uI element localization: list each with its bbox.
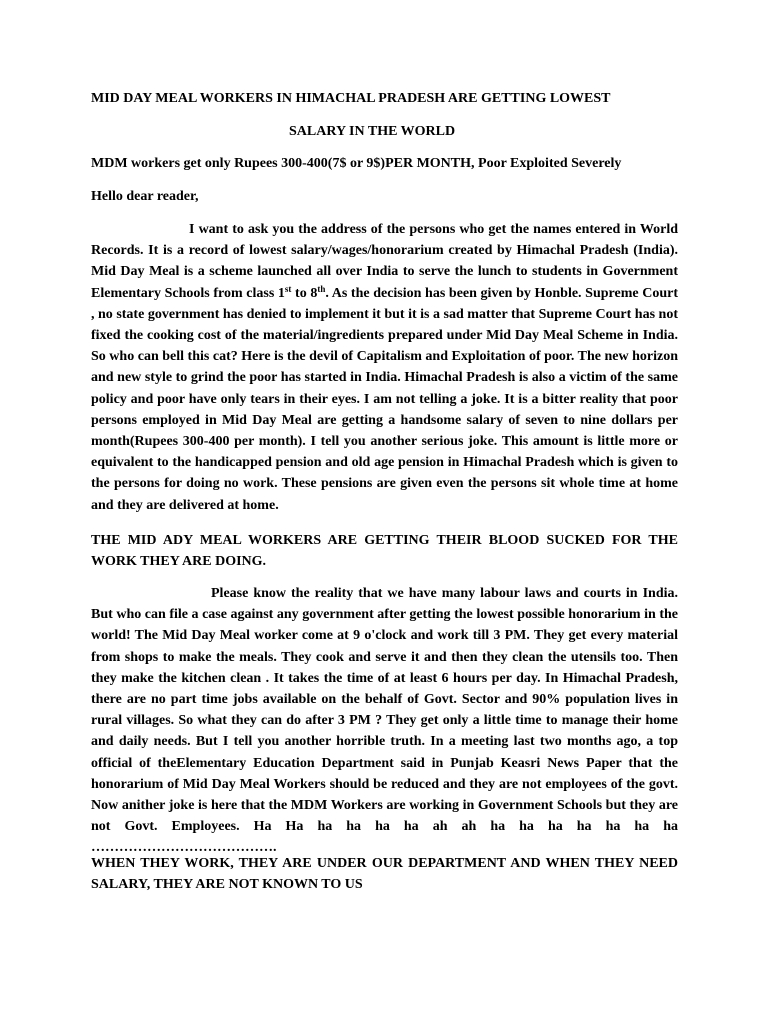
section-heading-blood-sucked: THE MID ADY MEAL WORKERS ARE GETTING THEIR BLOOD SUCKED FOR THE WORK THEY ARE DOING.	[91, 533, 678, 570]
paragraph-2: Please know the reality that we have many labour laws and courts in India. But who can file a case against any government after getting the lowest possible honorarium in the world! The Mid Day Meal worker come at 9 o'clock and work till 3 PM. They get every material from shops to make the meals. They cook and serve it and then they clean the utensils too. Then they make the kitchen clean . It takes the time of at least 6 hours per day. In Himachal Pradesh, there are no part time jobs available on the behalf of Govt. Sector and 90% population lives in rural villages. So what they can do after 3 PM ? They get only a little time to manage their home and daily needs. But I tell you another horrible truth. In a meeting last two months ago, a top official of theElementary Education Department said in Punjab Keasri News Paper that the honorarium of Mid Day Meal Workers should be reduced and they are not employees of the govt. Now anither joke is here that the MDM Workers are working in Government Schools but they are not Govt. Employees. Ha Ha ha ha ha ha ah ah ha ha ha ha ha ha ha ………………………………….	[91, 586, 678, 856]
section-heading-department: WHEN THEY WORK, THEY ARE UNDER OUR DEPARTMENT AND WHEN THEY NEED SALARY, THEY ARE NOT KNOWN TO US	[91, 856, 678, 893]
document-subtitle: MDM workers get only Rupees 300-400(7$ or 9$)PER MONTH, Poor Exploited Severely	[91, 156, 622, 171]
paragraph-1-part-a: I want to ask you the address of the persons who get the names entered in World Records. It is a record of lowest salary/wages/honorarium created by Himachal Pradesh (India). Mid Day Meal is a scheme launched all over India to serve the lunch to students in Government Elementary Schools from class 1	[91, 222, 678, 301]
document-title-line1: MID DAY MEAL WORKERS IN HIMACHAL PRADESH ARE GETTING LOWEST	[91, 91, 611, 106]
greeting: Hello dear reader,	[91, 189, 199, 204]
superscript-th: th	[317, 283, 326, 294]
document-title-line2: SALARY IN THE WORLD	[289, 124, 456, 139]
paragraph-1-part-c: . As the decision has been given by Honble. Supreme Court , no state government has denied to implement it but it is a sad matter that Supreme Court has not fixed the cooking cost of the material/ingredients prepared under Mid Day Meal Scheme in India. So who can bell this cat? Here is the devil of Capitalism and Exploitation of poor. The new horizon and new style to grind the poor has started in India. Himachal Pradesh is also a victim of the same policy and poor have only tears in their eyes. I am not telling a joke. It is a bitter reality that poor persons employed in Mid Day Meal are getting a handsome salary of seven to nine dollars per month(Rupees 300-400 per month). I tell you another serious joke. This amount is little more or equivalent to the handicapped pension and old age pension in Himachal Pradesh which is given to the persons for doing no work. These pensions are given even the persons sit whole time at home and they are delivered at home.	[91, 285, 678, 513]
paragraph-1-part-b: to 8	[291, 285, 318, 301]
superscript-st: st	[284, 283, 292, 294]
paragraph-1	[91, 219, 678, 516]
